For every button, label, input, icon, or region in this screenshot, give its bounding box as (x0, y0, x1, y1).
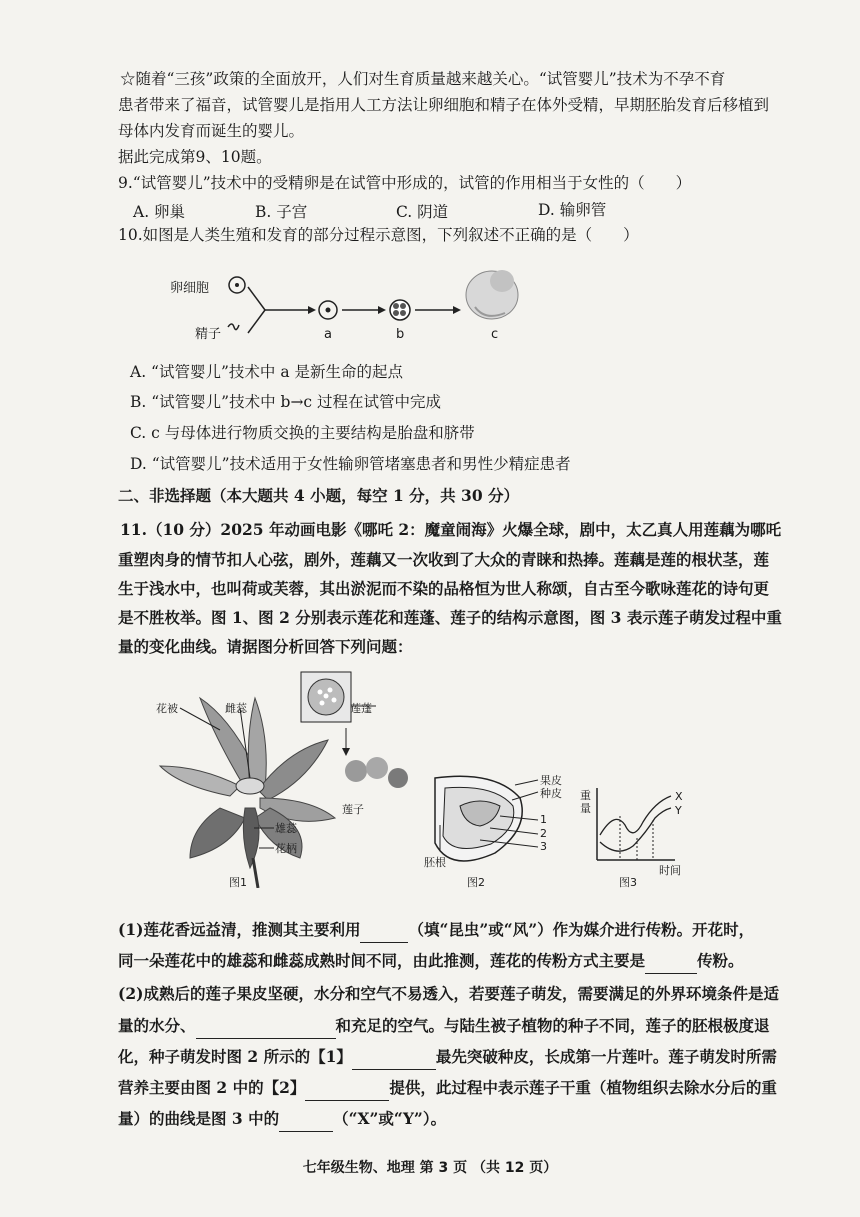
intro-line-1: ☆随着“三孩”政策的全面放开，人们对生育质量越来越关心。“试管婴儿”技术为不孕不育 (120, 70, 726, 88)
lotus-flower-icon (160, 698, 335, 888)
answer-blank-3[interactable] (196, 1020, 336, 1039)
egg-label: 卵细胞 (170, 281, 210, 296)
fig3-caption: 图3 (619, 876, 637, 889)
q10-option-c: C. c 与母体进行物质交换的主要结构是胎盘和脐带 (130, 424, 475, 442)
embryo-icon (466, 270, 518, 319)
sub1-text-b: （填“昆虫”或“风”）作为媒介进行传粉。开花时， (408, 920, 755, 939)
intro-line-3: 母体内发育而诞生的婴儿。 (118, 122, 305, 140)
sub2-text-f: 提供，此过程中表示莲子干重（植物组织去除水分后的重 (389, 1078, 777, 1097)
label-b: b (396, 327, 405, 342)
fig3-ylabel-1: 重 (580, 789, 591, 802)
q9-option-a: A. 卵巢 (133, 203, 186, 221)
curve-x (600, 796, 671, 835)
fig1-label-hua-bing: 花柄 (275, 842, 297, 855)
sub2-text-a: 量的水分、 (118, 1016, 196, 1035)
answer-blank-5[interactable] (305, 1082, 389, 1101)
fig2-label-zhong-pi: 种皮 (540, 787, 562, 800)
sub2-text-c: 化，种子萌发时图 2 所示的【1】 (118, 1047, 352, 1066)
q10-option-b: B. “试管婴儿”技术中 b→c 过程在试管中完成 (130, 393, 442, 411)
q10-option-a: A. “试管婴儿”技术中 a 是新生命的起点 (130, 363, 403, 381)
q10-stem: 10.如图是人类生殖和发育的部分过程示意图，下列叙述不正确的是（ ） (118, 226, 639, 244)
fig1-label-lian-peng: 莲蓬 (350, 702, 372, 715)
answer-blank-2[interactable] (645, 955, 697, 974)
sub1-text-d: 传粉。 (697, 951, 744, 970)
intro-line-4: 据此完成第9、10题。 (118, 148, 272, 166)
fig1-label-hua-bei: 花被 (156, 702, 178, 715)
label-a: a (324, 327, 332, 342)
fig2-label-1: 1 (540, 813, 547, 826)
q11-line-5: 量的变化曲线。请据图分析回答下列问题： (118, 637, 413, 656)
sub2-text-e: 营养主要由图 2 中的【2】 (118, 1078, 306, 1097)
q10-option-d: D. “试管婴儿”技术适用于女性输卵管堵塞患者和男性少精症患者 (130, 455, 571, 473)
sub2-line-2 (118, 1013, 770, 1039)
sub1-text-c: 同一朵莲花中的雄蕊和雌蕊成熟时间不同，由此推测，莲花的传粉方式主要是 (118, 951, 646, 970)
sub2-line-5 (118, 1106, 446, 1132)
answer-blank-6[interactable] (279, 1113, 333, 1132)
figure-2 (420, 770, 570, 870)
q11-line-4: 是不胜枚举。图 1、图 2 分别表示莲花和莲蓬、莲子的结构示意图，图 3 表示莲子萌发过程中重 (118, 608, 782, 627)
q9-option-d: D. 输卵管 (538, 201, 607, 219)
q11-line-3: 生于浅水中，也叫荷或芙蓉，其出淤泥而不染的品格恒为世人称颂，自古至今歌咏莲花的诗句更 (118, 579, 770, 598)
q10-figure (170, 255, 550, 355)
fig1-label-xiong-rui: 雄蕊 (275, 822, 297, 835)
fig2-label-guo-pi: 果皮 (540, 774, 562, 787)
fig3-xlabel: 时间 (659, 864, 681, 877)
sub2-text-g: 量）的曲线是图 3 中的 (118, 1109, 280, 1128)
sub2-line-1: (2)成熟后的莲子果皮坚硬，水分和空气不易透入，若要莲子萌发，需要满足的外界环境条件是适 (118, 984, 779, 1003)
fig3-label-x: X (675, 790, 683, 803)
sub1-text-a: (1)莲花香远益清，推测其主要利用 (118, 920, 361, 939)
fig2-label-3: 3 (540, 840, 547, 853)
sub1-line-1 (118, 917, 754, 943)
fig1-label-ci-rui: 雌蕊 (225, 702, 247, 715)
lotus-seedpod-top-icon (301, 672, 351, 722)
figure-3 (575, 780, 695, 880)
page-footer: 七年级生物、地理 第 3 页 （共 12 页） (302, 1160, 558, 1176)
sperm-label: 精子 (195, 327, 222, 342)
sub2-text-b: 和充足的空气。与陆生被子植物的种子不同，莲子的胚根极度退 (335, 1016, 770, 1035)
fig3-label-y: Y (675, 804, 682, 817)
curve-y (600, 808, 671, 851)
sub2-text-d: 最先突破种皮，长成第一片莲叶。莲子萌发时所需 (435, 1047, 777, 1066)
morula-icon (390, 300, 410, 320)
label-c: c (491, 327, 499, 342)
fig2-label-2: 2 (540, 827, 547, 840)
answer-blank-1[interactable] (360, 924, 408, 943)
sub2-text-h: （“X”或“Y”）。 (333, 1109, 447, 1128)
fig2-caption: 图2 (467, 876, 485, 889)
fig2-label-pei-gen: 胚根 (424, 856, 446, 869)
answer-blank-4[interactable] (352, 1051, 436, 1070)
q9-option-b: B. 子宫 (255, 203, 308, 221)
q11-line-2: 重塑肉身的情节扣人心弦，剧外，莲藕又一次收到了大众的青睐和热捧。莲藕是莲的根状茎，莲 (118, 550, 770, 569)
q9-option-c: C. 阴道 (396, 203, 449, 221)
sub1-line-2 (118, 948, 744, 974)
sub2-line-3 (118, 1044, 777, 1070)
sub2-line-4 (118, 1075, 777, 1101)
figure-1 (150, 668, 420, 888)
intro-line-2: 患者带来了福音，试管婴儿是指用人工方法让卵细胞和精子在体外受精，早期胚胎发育后移植到 (118, 96, 770, 114)
q11-line-1: 11.（10 分）2025 年动画电影《哪吒 2：魔童闹海》火爆全球，剧中，太乙真人用莲藕为哪吒 (120, 520, 782, 539)
section-2-title: 二、非选择题（本大题共 4 小题，每空 1 分，共 30 分） (118, 486, 520, 505)
lotus-seeds-icon (345, 757, 408, 788)
q9-stem: 9.“试管婴儿”技术中的受精卵是在试管中形成的，试管的作用相当于女性的（ ） (118, 174, 692, 192)
sperm-icon (228, 324, 239, 330)
fig3-ylabel-2: 量 (580, 802, 591, 815)
fig1-caption: 图1 (229, 876, 247, 889)
fig1-label-lian-zi: 莲子 (342, 803, 364, 816)
